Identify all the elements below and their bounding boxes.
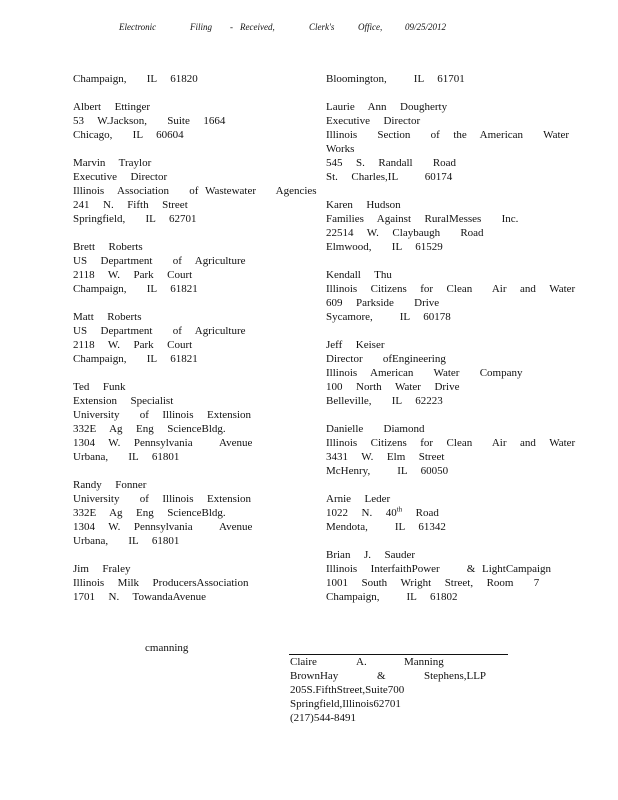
entry-name-line: Albert Ettinger (73, 101, 151, 113)
entry-address-line: 100 North Water Drive (326, 381, 460, 393)
header-office: Office, (358, 22, 383, 32)
service-list-entry (73, 310, 303, 366)
header-date: 09/25/2012 (405, 22, 447, 32)
entry-address-line: Executive Director (326, 115, 421, 127)
entry-address-line: Illinois Section of the American Water (326, 129, 570, 141)
service-list-entry (326, 338, 551, 408)
entry-address-line: 609 Parkside Drive (326, 297, 440, 309)
signer-middle-initial: A. (356, 656, 367, 668)
entry-name-line: Brian J. Sauder (326, 549, 416, 561)
entry-address-line: University of Illinois Extension (73, 493, 252, 505)
entry-address-line: 22514 W. Claybaugh Road (326, 227, 484, 239)
service-list-entry (73, 240, 303, 296)
entry-address-line: 53 W.Jackson, Suite 1664 (73, 115, 226, 127)
entry-address-line: Mendota, IL 61342 (326, 521, 446, 533)
entry-address-line: Champaign, IL 61821 (73, 353, 198, 365)
entry-gap (73, 142, 303, 156)
header-dash: - (230, 22, 233, 32)
firm-ampersand: & (377, 670, 386, 682)
entry-name-line: Jeff Keiser (326, 339, 385, 351)
service-list-entry (326, 548, 551, 604)
entry-address-line: Director ofEngineering (326, 353, 446, 365)
service-list-entry (73, 72, 303, 86)
entry-name-line: Laurie Ann Dougherty (326, 101, 448, 113)
entry-address-line: 241 N. Fifth Street (73, 199, 188, 211)
firm-city-row (290, 697, 510, 711)
entry-gap (326, 184, 551, 198)
entry-address-line: Chicago, IL 60604 (73, 129, 184, 141)
entry-name-line: Randy Fonner (73, 479, 147, 491)
service-list-entry (326, 72, 551, 86)
entry-name-line: Danielle Diamond (326, 423, 425, 435)
service-list-entry (73, 100, 303, 142)
firm-row (290, 669, 510, 683)
service-list-entry (326, 100, 570, 184)
entry-address-line: 3431 W. Elm Street (326, 451, 445, 463)
firm-phone-row (290, 711, 510, 725)
entry-address-line: University of Illinois Extension (73, 409, 252, 421)
entry-address-line: Illinois American Water Company (326, 367, 523, 379)
entry-address-line: 1304 W. Pennsylvania Avenue (73, 521, 253, 533)
service-list-entry (73, 380, 303, 464)
entry-address-line: Urbana, IL 61801 (73, 451, 180, 463)
entry-gap (326, 324, 551, 338)
entry-gap (326, 408, 551, 422)
entry-address-line: Belleville, IL 62223 (326, 395, 443, 407)
entry-name-line: Matt Roberts (73, 311, 142, 323)
firm-name-part-b: Stephens,LLP (424, 670, 487, 682)
electronic-signature: cmanning (145, 642, 189, 654)
service-list-right-column (326, 72, 576, 604)
service-list-entry (326, 198, 551, 254)
entry-address-line: Illinois InterfaithPower & LightCampaign (326, 563, 552, 575)
entry-address-line: US Department of Agriculture (73, 325, 246, 337)
entry-address-line: Springfield, IL 62701 (73, 213, 197, 225)
entry-gap (326, 534, 551, 548)
signer-first-name: Claire (290, 656, 317, 668)
signer-last-name: Manning (404, 656, 444, 668)
entry-address-line: Elmwood, IL 61529 (326, 241, 443, 253)
entry-address-line: 332E Ag Eng ScienceBldg. (73, 507, 226, 519)
service-list-entry (326, 422, 576, 478)
entry-name-line: Ted Funk (73, 381, 126, 393)
entry-address-line: Illinois Citizens for Clean Air and Water (326, 283, 576, 295)
entry-address-line: 1304 W. Pennsylvania Avenue (73, 437, 253, 449)
header-filing: Filing (190, 22, 212, 32)
entry-address-line: Illinois Citizens for Clean Air and Water (326, 437, 576, 449)
entry-name-line: Bloomington, IL 61701 (326, 73, 465, 85)
entry-gap (73, 226, 303, 240)
entry-address-line: Families Against RuralMesses Inc. (326, 213, 519, 225)
entry-address-line: Executive Director (73, 171, 168, 183)
entry-address-line: Works (326, 143, 355, 155)
entry-address-line: Champaign, IL 61821 (73, 283, 198, 295)
entry-address-line: Extension Specialist (73, 395, 174, 407)
header-received: Received, (240, 22, 275, 32)
entry-gap (73, 548, 303, 562)
service-list-entry (73, 478, 303, 548)
service-list-left-column (73, 72, 317, 604)
firm-phone: (217)544-8491 (290, 712, 356, 724)
entry-name-line: Champaign, IL 61820 (73, 73, 198, 85)
entry-address-line: 2118 W. Park Court (73, 269, 193, 281)
signer-name-row (290, 655, 510, 669)
firm-city: Springfield,Illinois62701 (290, 698, 401, 710)
entry-gap (326, 86, 551, 100)
service-list-entry (73, 562, 303, 604)
firm-street: 205S.FifthStreet,Suite700 (290, 684, 405, 696)
entry-address-line: McHenry, IL 60050 (326, 465, 449, 477)
entry-address-line: Champaign, IL 61802 (326, 591, 458, 603)
entry-address-line: US Department of Agriculture (73, 255, 246, 267)
entry-address-line: 545 S. Randall Road (326, 157, 457, 169)
service-list-entry (326, 492, 551, 534)
entry-gap (73, 86, 303, 100)
service-list-entry (326, 268, 576, 324)
entry-address-line: 332E Ag Eng ScienceBldg. (73, 423, 226, 435)
header-clerks: Clerk's (309, 22, 335, 32)
entry-name-line: Marvin Traylor (73, 157, 152, 169)
entry-name-line: Brett Roberts (73, 241, 143, 253)
entry-address-line: 1701 N. TowandaAvenue (73, 591, 207, 603)
entry-address-line: Sycamore, IL 60178 (326, 311, 451, 323)
entry-address-line: 2118 W. Park Court (73, 339, 193, 351)
entry-name-line: Arnie Leder (326, 493, 391, 505)
firm-name-part-a: BrownHay (290, 670, 339, 682)
entry-gap (73, 366, 303, 380)
entry-name-line: Jim Fraley (73, 563, 131, 575)
firm-street-row (290, 683, 510, 697)
entry-address-line: St. Charles,IL 60174 (326, 171, 453, 183)
entry-address-line: Illinois Milk ProducersAssociation (73, 577, 249, 589)
signature-block (290, 655, 510, 725)
entry-gap (73, 464, 303, 478)
electronic-filing-header (0, 22, 618, 36)
header-electronic: Electronic (119, 22, 157, 32)
entry-name-line: Kendall Thu (326, 269, 392, 281)
entry-gap (73, 296, 303, 310)
service-list-entry (73, 156, 317, 226)
entry-address-line: 1001 South Wright Street, Room 7 (326, 577, 540, 589)
entry-gap (326, 478, 551, 492)
entry-gap (326, 254, 551, 268)
entry-address-line: Urbana, IL 61801 (73, 535, 180, 547)
entry-name-line: Karen Hudson (326, 199, 401, 211)
entry-address-line: Illinois Association of Wastewater Agencies (73, 185, 317, 197)
entry-address-line: 1022 N. 40th Road (326, 505, 439, 519)
